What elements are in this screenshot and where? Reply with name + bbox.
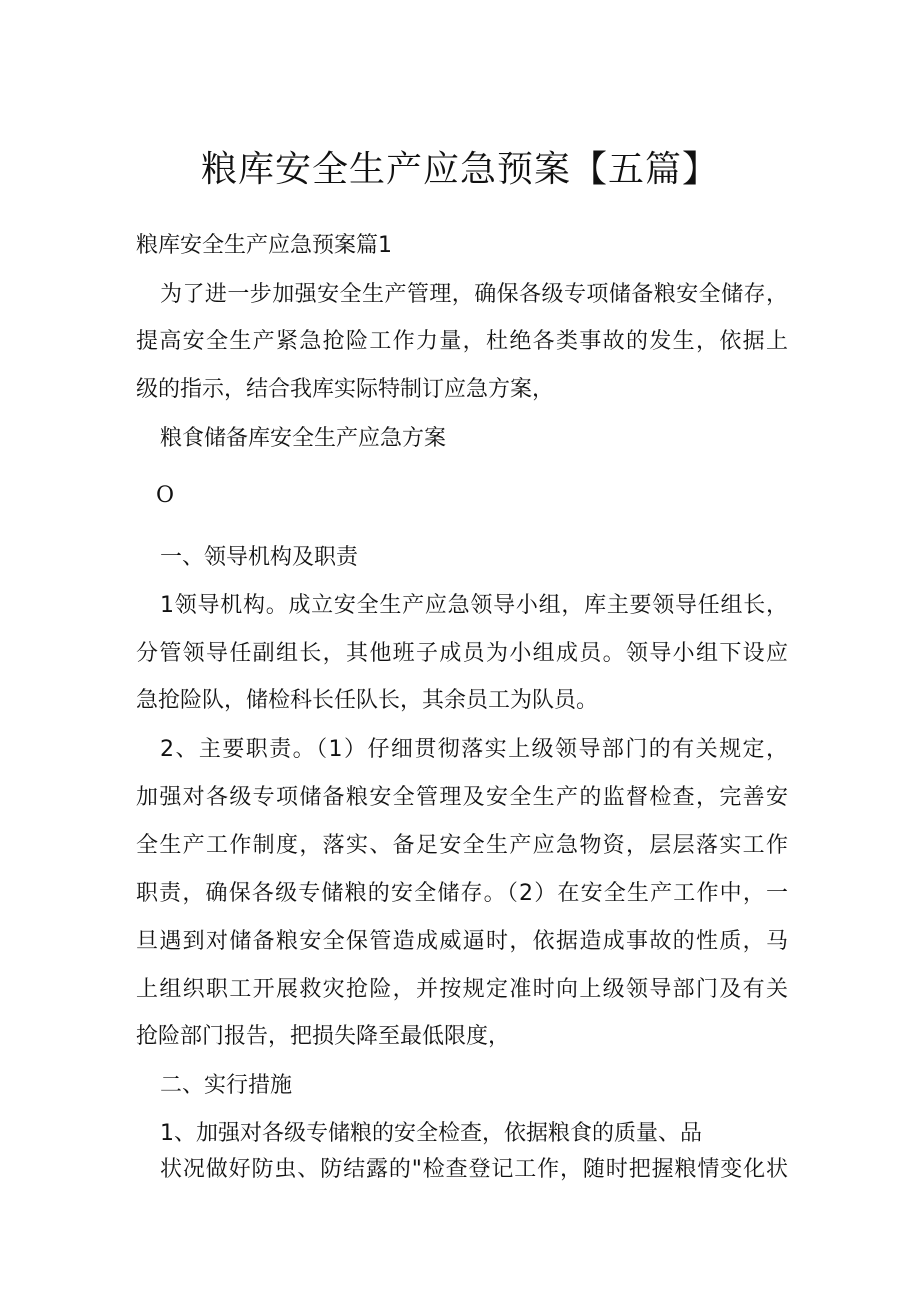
section-heading: 一、领导机构及职责 (160, 545, 359, 570)
paragraph-line: 分管领导任副组长，其他班子成员为小组成员。领导小组下设应 (136, 641, 788, 666)
document-title: 粮库安全生产应急预案【五篇】 (200, 149, 719, 190)
paragraph-line: 全生产工作制度，落实、备足安全生产应急物资，层层落实工作 (136, 833, 788, 858)
paragraph-line: 急抢险队，储检科长任队长，其余员工为队员。 (136, 688, 599, 713)
paragraph-line: 职责，确保各级专储粮的安全储存。（2）在安全生产工作中，一 (136, 881, 788, 906)
section-heading: 粮库安全生产应急预案篇1 (136, 233, 392, 258)
paragraph-line: 上组织职工开展救灾抢险，并按规定准时向上级领导部门及有关 (136, 977, 788, 1002)
paragraph-line: 加强对各级专项储备粮安全管理及安全生产的监督检查，完善安 (136, 785, 788, 810)
paragraph-line: O (156, 483, 175, 508)
paragraph-line: 抢险部门报告，把损失降至最低限度， (136, 1024, 511, 1049)
paragraph-line: 级的指示，结合我库实际特制订应急方案， (136, 377, 555, 402)
paragraph-line: 粮食储备库安全生产应急方案 (160, 426, 447, 451)
paragraph-line: 提高安全生产紧急抢险工作力量，杜绝各类事故的发生，依据上 (136, 329, 788, 354)
paragraph-line: 为了进一步加强安全生产管理，确保各级专项储备粮安全储存， (160, 282, 788, 307)
paragraph-line: 2、主要职责。（1）仔细贯彻落实上级领导部门的有关规定， (160, 737, 788, 762)
paragraph-line: 1领导机构。成立安全生产应急领导小组，库主要领导任组长， (160, 593, 788, 618)
section-heading: 二、实行措施 (160, 1073, 293, 1098)
paragraph-line: 旦遇到对储备粮安全保管造成威逼时，依据造成事故的性质，马 (136, 929, 788, 954)
paragraph-line: 1、加强对各级专储粮的安全检查，依据粮食的质量、品 (160, 1121, 702, 1146)
paragraph-line: 状况做好防虫、防结露的"检查登记工作，随时把握粮情变化状 (160, 1157, 788, 1182)
